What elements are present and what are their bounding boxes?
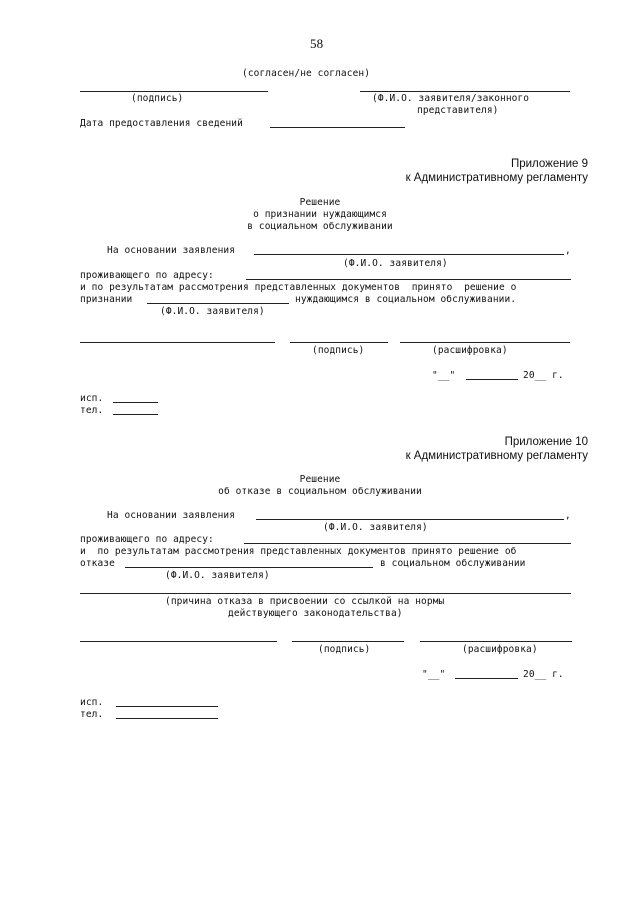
app9-basis: На основании заявления (107, 245, 236, 256)
app9-recognize-label: признании (80, 294, 133, 305)
signature-line (80, 91, 268, 92)
app9-isp-label: исп. (80, 393, 104, 404)
agree-caption: (согласен/не согласен) (242, 68, 371, 79)
app9-signature-line (290, 342, 388, 343)
app9-date-month-line (466, 379, 518, 380)
app9-fio-caption: (Ф.И.О. заявителя) (343, 258, 448, 269)
app9-date-day: "__" (432, 370, 456, 381)
date-label: Дата предоставления сведений (80, 118, 243, 129)
app10-comma: , (565, 510, 571, 521)
app10-tel-line (116, 718, 218, 719)
app9-needy-text: нуждающимся в социальном обслуживании. (295, 294, 517, 305)
app10-address-label: проживающего по адресу: (80, 534, 214, 545)
app9-result-text: и по результатам рассмотрения представленных документов принято решение о (80, 282, 517, 293)
app10-decode-caption: (расшифровка) (462, 644, 538, 655)
app9-date-year: 20__ г. (523, 370, 564, 381)
app9-heading-2: к Административному регламенту (405, 172, 588, 184)
app9-signature-caption: (подпись) (312, 345, 365, 356)
date-line (270, 127, 405, 128)
app10-in-service-text: в социальном обслуживании (380, 558, 526, 569)
app9-position-line (80, 342, 275, 343)
app9-fio-caption-2: (Ф.И.О. заявителя) (160, 306, 265, 317)
app10-applicant-line (256, 519, 564, 520)
app10-title-1: Решение (299, 474, 341, 485)
app10-isp-label: исп. (80, 697, 104, 708)
signature-caption: (подпись) (131, 93, 184, 104)
app9-comma: , (565, 245, 571, 256)
app10-date-day: "__" (422, 669, 446, 680)
app9-tel-label: тел. (80, 405, 104, 416)
app9-tel-line (113, 414, 158, 415)
app10-date-year: 20__ г. (523, 669, 564, 680)
fio-line (360, 91, 570, 92)
app9-address-line (246, 279, 571, 280)
app9-address-label: проживающего по адресу: (80, 270, 214, 281)
page-number: 58 (310, 36, 324, 51)
app10-signature-caption: (подпись) (318, 644, 371, 655)
app10-isp-line (116, 706, 218, 707)
app10-fio-caption: (Ф.И.О. заявителя) (323, 522, 428, 533)
app10-signature-line (292, 641, 404, 642)
app10-tel-label: тел. (80, 709, 104, 720)
app10-refusal-label: отказе (80, 558, 115, 569)
app10-reason-line (80, 593, 571, 594)
app10-address-line (244, 543, 571, 544)
app9-title-1: Решение (299, 197, 341, 208)
app10-position-line (80, 641, 277, 642)
app10-decode-line (420, 641, 572, 642)
app9-decode-line (400, 342, 570, 343)
app9-name-line (147, 303, 289, 304)
fio-caption-2: представителя) (417, 105, 499, 116)
app10-reason-caption-1: (причина отказа в присвоении со ссылкой на нормы (165, 596, 445, 607)
app10-title-2: об отказе в социальном обслуживании (218, 486, 422, 497)
app9-applicant-line (254, 254, 564, 255)
app10-basis: На основании заявления (107, 510, 236, 521)
app9-title-2: о признании нуждающимся (253, 209, 387, 220)
app9-isp-line (113, 402, 158, 403)
app10-date-month-line (455, 678, 518, 679)
app10-fio-caption-2: (Ф.И.О. заявителя) (165, 570, 270, 581)
app9-title-3: в социальном обслуживании (247, 221, 393, 232)
app10-heading-1: Приложение 10 (504, 436, 588, 448)
fio-caption-1: (Ф.И.О. заявителя/законного (372, 93, 530, 104)
app10-name-line (125, 567, 373, 568)
app9-heading-1: Приложение 9 (510, 158, 588, 170)
app9-decode-caption: (расшифровка) (432, 345, 508, 356)
app10-reason-caption-2: действующего законодательства) (228, 608, 403, 619)
app10-result-text: и по результатам рассмотрения представленных документов принято решение об (80, 546, 517, 557)
app10-heading-2: к Административному регламенту (405, 450, 588, 462)
